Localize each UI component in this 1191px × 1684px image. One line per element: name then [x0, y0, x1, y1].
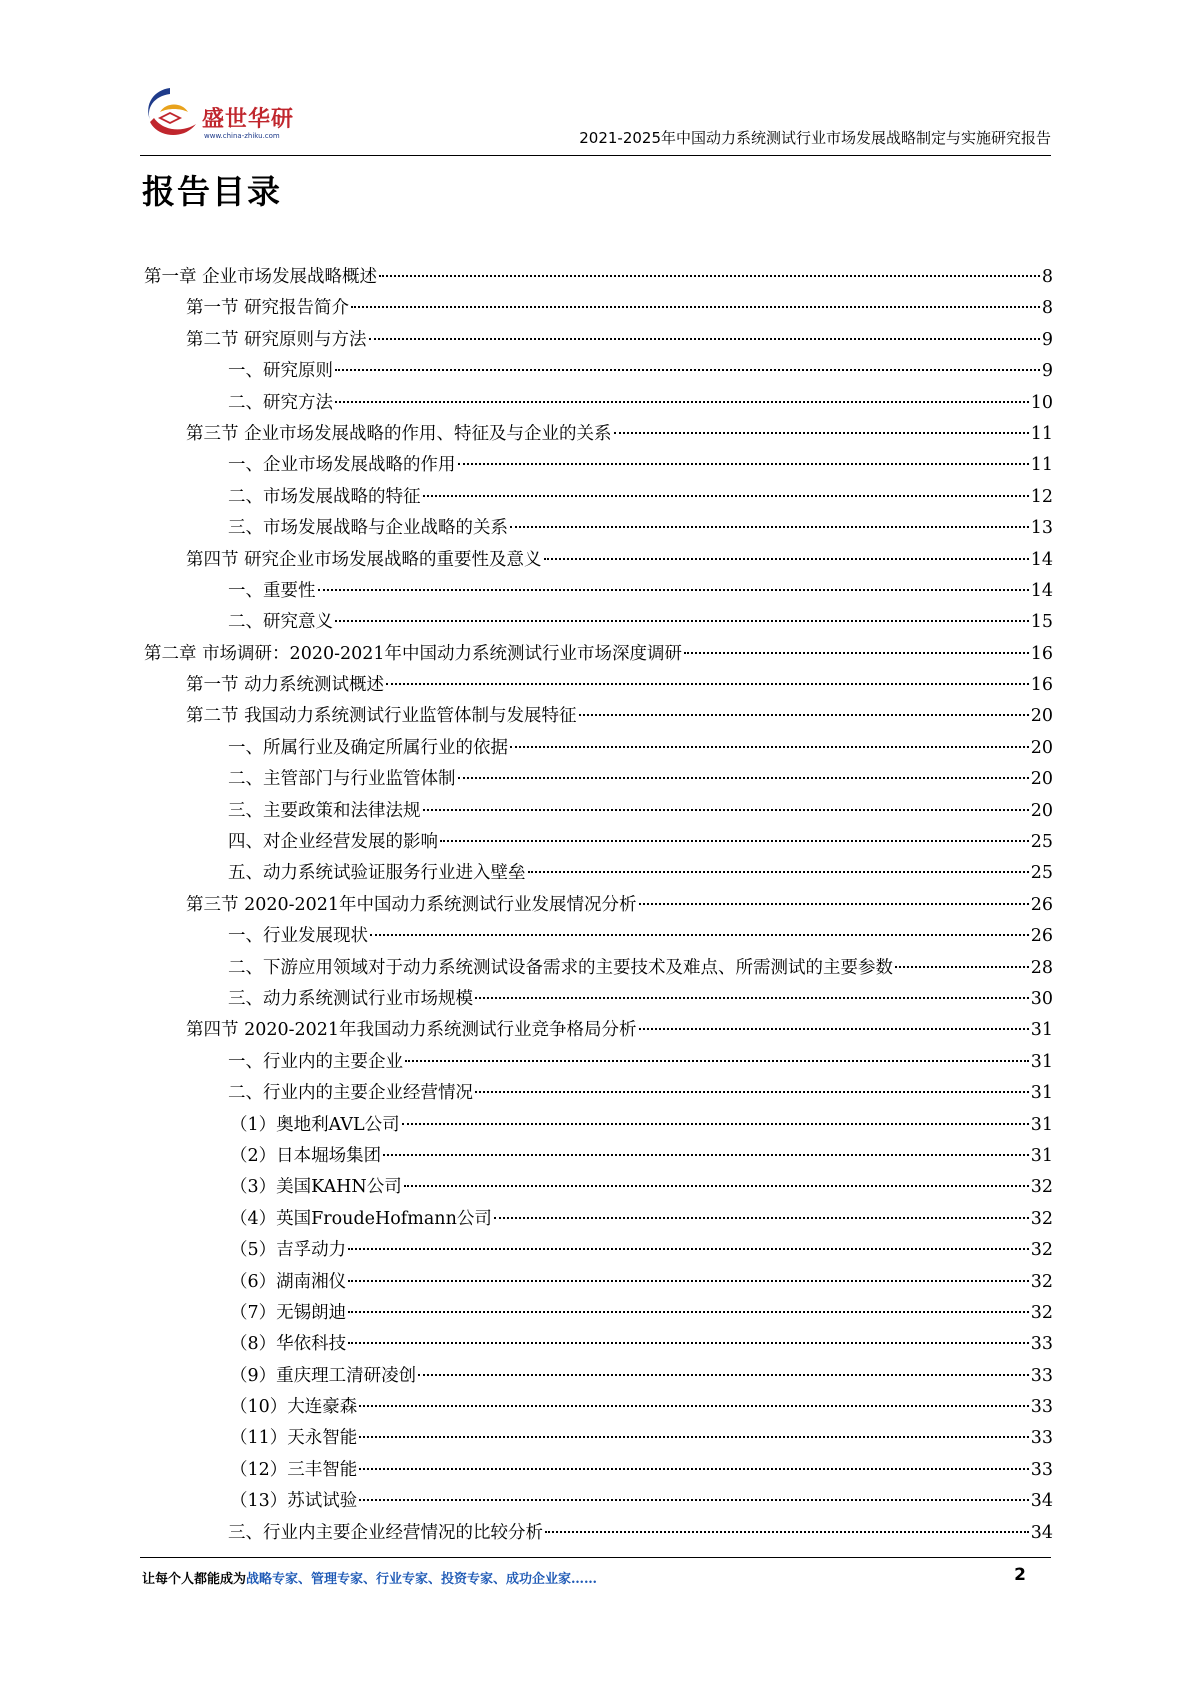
toc-page-number: 33 — [1030, 1334, 1053, 1355]
toc-leader — [528, 871, 1029, 873]
toc-leader — [423, 809, 1029, 811]
toc-company-item[interactable] — [144, 1486, 1053, 1517]
toc-section[interactable] — [144, 419, 1053, 450]
toc-company-item[interactable] — [144, 1392, 1053, 1423]
toc-entry-label: （9）重庆理工清研凌创 — [230, 1365, 417, 1386]
toc-page-number: 33 — [1030, 1365, 1053, 1386]
page-number: 2 — [1014, 1565, 1026, 1585]
toc-page-number: 20 — [1030, 800, 1053, 821]
toc-entry-label: （6）湖南湘仪 — [230, 1271, 347, 1292]
toc-page-number: 31 — [1030, 1114, 1053, 1135]
toc-page-number: 26 — [1030, 894, 1053, 915]
toc-entry-label: 第四节 2020-2021年我国动力系统测试行业竞争格局分析 — [186, 1020, 637, 1041]
footer-slogan — [142, 1568, 597, 1587]
logo-url: www.china-zhiku.com — [204, 132, 280, 140]
header-divider — [140, 155, 1051, 156]
toc-entry-label: 三、行业内主要企业经营情况的比较分析 — [228, 1522, 543, 1543]
logo-swoosh-icon — [140, 82, 202, 144]
toc-leader — [684, 652, 1029, 654]
toc-entry-label: 二、研究方法 — [228, 392, 333, 413]
toc-leader — [335, 369, 1040, 371]
toc-company-item[interactable] — [144, 1298, 1053, 1329]
toc-page-number: 34 — [1030, 1491, 1053, 1512]
toc-page-number: 31 — [1030, 1145, 1053, 1166]
toc-leader — [404, 1185, 1029, 1187]
toc-leader — [370, 934, 1029, 936]
toc-leader — [614, 432, 1029, 434]
toc-page-number: 11 — [1030, 423, 1053, 444]
toc-page-number: 31 — [1030, 1020, 1053, 1041]
toc-entry-label: 第一节 研究报告简介 — [186, 298, 350, 319]
table-of-contents — [144, 262, 1053, 1549]
toc-leader — [359, 1405, 1028, 1407]
toc-company-item[interactable] — [144, 1423, 1053, 1454]
toc-leader — [348, 1342, 1029, 1344]
toc-leader — [475, 1091, 1029, 1093]
toc-subsection[interactable] — [144, 482, 1053, 513]
toc-subsection[interactable] — [144, 796, 1053, 827]
toc-entry-label: 二、市场发展战略的特征 — [228, 486, 421, 507]
toc-entry-label: 二、研究意义 — [228, 612, 333, 633]
toc-page-number: 8 — [1041, 267, 1053, 287]
toc-entry-label: （1）奥地利AVL公司 — [230, 1114, 400, 1135]
toc-subsection[interactable] — [144, 953, 1053, 984]
toc-entry-label: 第三节 企业市场发展战略的作用、特征及与企业的关系 — [186, 423, 612, 444]
toc-subsection[interactable] — [144, 356, 1053, 387]
toc-leader — [458, 777, 1029, 779]
toc-chapter-1[interactable] — [144, 262, 1053, 293]
toc-subsection[interactable] — [144, 733, 1053, 764]
toc-subsection[interactable] — [144, 388, 1053, 419]
toc-company-item[interactable] — [144, 1172, 1053, 1203]
company-logo — [140, 82, 310, 146]
toc-leader — [545, 1531, 1029, 1533]
toc-page-number: 9 — [1041, 329, 1053, 350]
toc-page-number: 16 — [1030, 643, 1053, 664]
toc-leader — [475, 997, 1029, 999]
footer-slogan-accent: 战略专家、管理专家、行业专家、投资专家、成功企业家…… — [246, 1572, 598, 1587]
toc-page-number: 11 — [1030, 455, 1053, 476]
toc-leader — [458, 463, 1029, 465]
toc-entry-label: （2）日本堀场集团 — [230, 1145, 382, 1166]
toc-page-number: 14 — [1030, 580, 1053, 601]
toc-page-number: 8 — [1041, 298, 1053, 319]
toc-page-number: 34 — [1030, 1522, 1053, 1543]
toc-leader — [359, 1468, 1028, 1470]
toc-entry-label: （4）英国FroudeHofmann公司 — [230, 1208, 492, 1229]
toc-entry-label: 一、行业发展现状 — [228, 926, 368, 947]
toc-company-item[interactable] — [144, 1267, 1053, 1298]
toc-page-number: 28 — [1030, 957, 1053, 978]
toc-entry-label: 第一节 动力系统测试概述 — [186, 675, 385, 696]
toc-company-item[interactable] — [144, 1455, 1053, 1486]
toc-page-number: 33 — [1030, 1428, 1053, 1449]
toc-subsection[interactable] — [144, 1047, 1053, 1078]
toc-entry-label: 一、重要性 — [228, 580, 316, 601]
toc-page-number: 10 — [1030, 392, 1053, 413]
toc-page-number: 25 — [1030, 832, 1053, 853]
toc-page-number: 13 — [1030, 518, 1053, 539]
toc-leader — [494, 1217, 1029, 1219]
toc-leader — [510, 526, 1029, 528]
toc-entry-label: 五、动力系统试验证服务行业进入壁垒 — [228, 863, 526, 884]
toc-entry-label: 一、研究原则 — [228, 361, 333, 382]
footer-divider — [140, 1557, 1051, 1558]
toc-entry-label: 一、所属行业及确定所属行业的依据 — [228, 737, 508, 758]
toc-subsection[interactable] — [144, 827, 1053, 858]
toc-section[interactable] — [144, 890, 1053, 921]
toc-section[interactable] — [144, 1015, 1053, 1046]
toc-entry-label: 二、主管部门与行业监管体制 — [228, 769, 456, 790]
toc-company-item[interactable] — [144, 1235, 1053, 1266]
toc-leader — [386, 683, 1029, 685]
toc-page-number: 20 — [1030, 706, 1053, 727]
toc-subsection[interactable] — [144, 450, 1053, 481]
toc-company-item[interactable] — [144, 1329, 1053, 1360]
toc-entry-label: （8）华依科技 — [230, 1334, 347, 1355]
toc-leader — [423, 495, 1029, 497]
toc-company-item[interactable] — [144, 1110, 1053, 1141]
toc-entry-label: （11）天永智能 — [230, 1428, 358, 1449]
toc-chapter-2[interactable] — [144, 639, 1053, 670]
toc-entry-label: 第二章 市场调研：2020-2021年中国动力系统测试行业市场深度调研 — [144, 643, 683, 664]
toc-leader — [359, 1499, 1028, 1501]
toc-page-number: 30 — [1030, 988, 1053, 1009]
toc-page-number: 26 — [1030, 926, 1053, 947]
report-title: 2021-2025年中国动力系统测试行业市场发展战略制定与实施研究报告 — [579, 129, 1051, 147]
toc-leader — [405, 1060, 1029, 1062]
toc-entry-label: 第二节 我国动力系统测试行业监管体制与发展特征 — [186, 706, 577, 727]
toc-page-number: 12 — [1030, 486, 1053, 507]
toc-subsection[interactable] — [144, 1078, 1053, 1109]
toc-subsection[interactable] — [144, 764, 1053, 795]
toc-subsection[interactable] — [144, 576, 1053, 607]
toc-entry-label: （12）三丰智能 — [230, 1459, 358, 1480]
toc-leader — [369, 338, 1040, 340]
toc-page-number: 33 — [1030, 1397, 1053, 1418]
toc-company-item[interactable] — [144, 1141, 1053, 1172]
toc-leader — [579, 714, 1029, 716]
toc-entry-label: 第一章 企业市场发展战略概述 — [144, 267, 378, 287]
toc-leader — [335, 401, 1029, 403]
toc-entry-label: 第三节 2020-2021年中国动力系统测试行业发展情况分析 — [186, 894, 637, 915]
toc-entry-label: 一、行业内的主要企业 — [228, 1051, 403, 1072]
toc-page-number: 33 — [1030, 1459, 1053, 1480]
toc-entry-label: （7）无锡朗迪 — [230, 1302, 347, 1323]
toc-leader — [510, 746, 1029, 748]
toc-leader — [348, 1280, 1029, 1282]
toc-page-number: 32 — [1030, 1177, 1053, 1198]
toc-page-number: 14 — [1030, 549, 1053, 570]
toc-subsection[interactable] — [144, 984, 1053, 1015]
toc-entry-label: 三、市场发展战略与企业战略的关系 — [228, 518, 508, 539]
toc-entry-label: 四、对企业经营发展的影响 — [228, 832, 438, 853]
toc-leader — [318, 589, 1029, 591]
toc-page-number: 16 — [1030, 675, 1053, 696]
toc-page-number: 32 — [1030, 1271, 1053, 1292]
logo-name: 盛世华研 — [202, 107, 295, 132]
toc-entry-label: （13）苏试试验 — [230, 1491, 358, 1512]
toc-leader — [639, 903, 1029, 905]
toc-entry-label: 第二节 研究原则与方法 — [186, 329, 367, 350]
footer-slogan-prefix: 让每个人都能成为 — [142, 1572, 247, 1587]
toc-entry-label: 二、行业内的主要企业经营情况 — [228, 1083, 473, 1104]
toc-leader — [440, 840, 1029, 842]
toc-subsection[interactable] — [144, 607, 1053, 638]
toc-section[interactable] — [144, 545, 1053, 576]
toc-company-item[interactable] — [144, 1361, 1053, 1392]
toc-page-number: 20 — [1030, 769, 1053, 790]
toc-entry-label: 一、企业市场发展战略的作用 — [228, 455, 456, 476]
toc-section[interactable] — [144, 325, 1053, 356]
toc-page-number: 32 — [1030, 1208, 1053, 1229]
toc-section[interactable] — [144, 293, 1053, 324]
toc-entry-label: 三、动力系统测试行业市场规模 — [228, 988, 473, 1009]
toc-page-number: 32 — [1030, 1240, 1053, 1261]
toc-subsection[interactable] — [144, 513, 1053, 544]
toc-leader — [383, 1154, 1029, 1156]
toc-entry-label: （10）大连豪森 — [230, 1397, 358, 1418]
toc-entry-label: （3）美国KAHN公司 — [230, 1177, 402, 1198]
toc-page-number: 31 — [1030, 1083, 1053, 1104]
toc-leader — [348, 1248, 1029, 1250]
toc-page-number: 32 — [1030, 1302, 1053, 1323]
toc-page-number: 15 — [1030, 612, 1053, 633]
toc-leader — [335, 620, 1029, 622]
toc-subsection[interactable] — [144, 921, 1053, 952]
toc-subsection[interactable] — [144, 858, 1053, 889]
toc-leader — [895, 966, 1029, 968]
toc-entry-label: 三、主要政策和法律法规 — [228, 800, 421, 821]
toc-company-item[interactable] — [144, 1204, 1053, 1235]
toc-leader — [418, 1374, 1029, 1376]
page-title: 报告目录 — [142, 172, 282, 211]
toc-entry-label: 第四节 研究企业市场发展战略的重要性及意义 — [186, 549, 542, 570]
toc-leader — [351, 306, 1040, 308]
toc-section[interactable] — [144, 670, 1053, 701]
toc-entry-label: 二、下游应用领域对于动力系统测试设备需求的主要技术及难点、所需测试的主要参数 — [228, 957, 893, 978]
toc-section[interactable] — [144, 701, 1053, 732]
toc-leader — [544, 558, 1029, 560]
toc-page-number: 9 — [1041, 361, 1053, 382]
toc-leader — [348, 1311, 1029, 1313]
toc-leader — [402, 1123, 1029, 1125]
toc-leader — [379, 275, 1040, 277]
toc-entry-label: （5）吉孚动力 — [230, 1240, 347, 1261]
toc-page-number: 20 — [1030, 737, 1053, 758]
toc-page-number: 25 — [1030, 863, 1053, 884]
toc-page-number: 31 — [1030, 1051, 1053, 1072]
toc-subsection[interactable] — [144, 1518, 1053, 1549]
toc-leader — [639, 1028, 1029, 1030]
toc-leader — [359, 1436, 1028, 1438]
